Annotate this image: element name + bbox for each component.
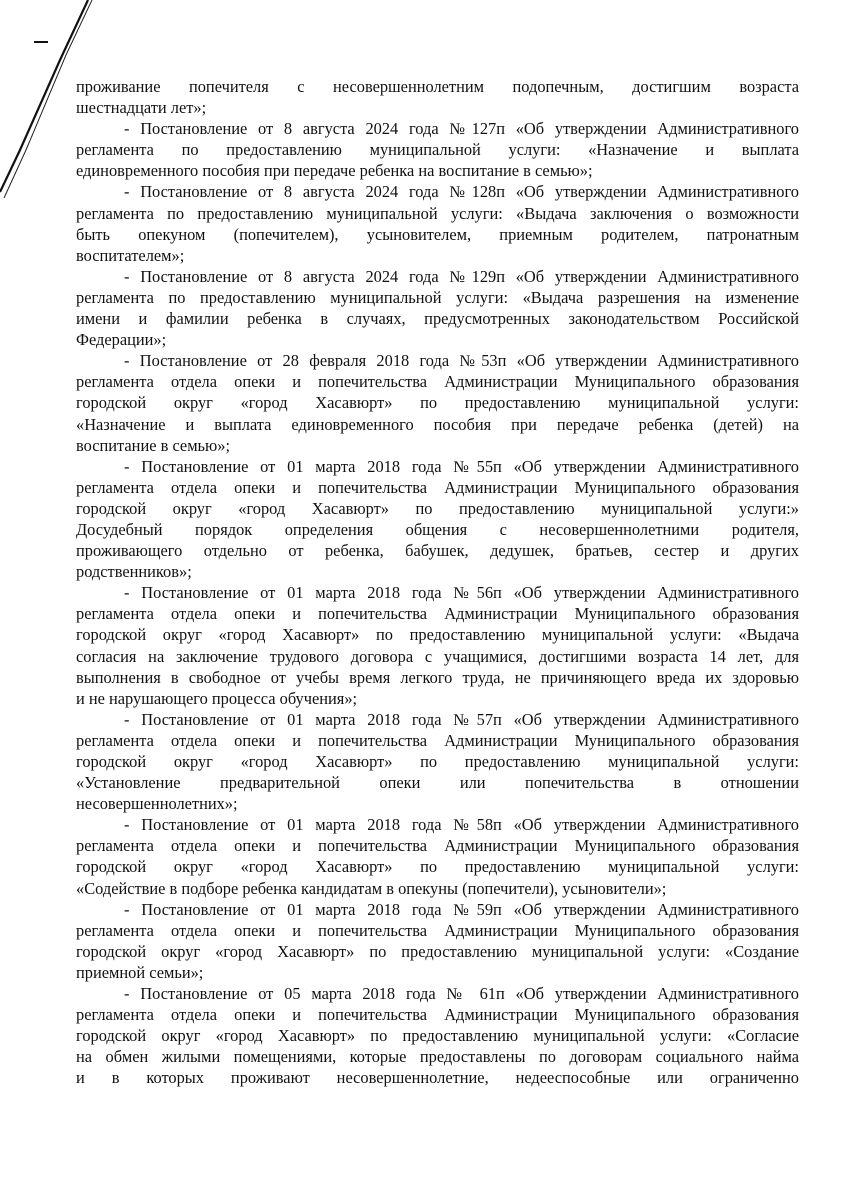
decree-item [76, 181, 799, 265]
text-line: городской округ «город Хасавюрт» по предоставлению муниципальной услуги:» [76, 498, 799, 518]
text-line: - Постановление от 01 марта 2018 года №57п «Об утверждении Административного [124, 709, 799, 729]
text-line: шестнадцати лет»; [76, 98, 207, 118]
continued-paragraph [76, 76, 799, 118]
text-line: несовершеннолетних»; [76, 794, 238, 814]
text-line: - Постановление от 01 марта 2018 года №59п «Об утверждении Административного [124, 899, 799, 919]
decree-item [76, 118, 799, 181]
text-line: проживающего отдельно от ребенка, бабушек, дедушек, братьев, сестер и других [76, 541, 799, 561]
text-line: городской округ «город Хасавюрт» по предоставлению муниципальной услуги: [76, 857, 799, 877]
text-line: - Постановление от 8 августа 2024 года №129п «Об утверждении Административного [124, 266, 799, 286]
text-line: и в которых проживают несовершеннолетние, недееспособные или ограниченно [76, 1068, 799, 1088]
text-line: городской округ «город Хасавюрт» по предоставлению муниципальной услуги: [76, 393, 799, 413]
text-line: - Постановление от 01 марта 2018 года №56п «Об утверждении Административного [124, 583, 799, 603]
text-line: - Постановление от 8 августа 2024 года №128п «Об утверждении Административного [124, 182, 799, 202]
text-line: быть опекуном (попечителем), усыновителем, приемным родителем, патронатным [76, 224, 799, 244]
text-line: «Содействие в подборе ребенка кандидатам в опекуны (попечители), усыновители»; [76, 878, 667, 898]
text-line: регламента отдела опеки и попечительства Администрации Муниципального образования [76, 477, 799, 497]
text-line: Досудебный порядок определения общения с несовершеннолетними родителя, [76, 519, 799, 539]
text-line: - Постановление от 01 марта 2018 года №58п «Об утверждении Административного [124, 815, 799, 835]
decree-item [76, 814, 799, 898]
text-line: выполнения в свободное от учебы время легкого труда, не причиняющего вреда их здоровью [76, 667, 799, 687]
decree-item [76, 266, 799, 350]
decree-item [76, 456, 799, 583]
text-line: единовременного пособия при передаче ребенка на воспитание в семью»; [76, 161, 593, 181]
text-line: на обмен жилыми помещениями, которые предоставлены по договорам социального найма [76, 1047, 799, 1067]
text-line: приемной семьи»; [76, 962, 204, 982]
text-line: родственников»; [76, 562, 192, 582]
text-line: имени и фамилии ребенка в случаях, предусмотренных законодательством Российской [76, 309, 799, 329]
text-line: - Постановление от 28 февраля 2018 года №53п «Об утверждении Административного [124, 351, 799, 371]
text-line: городской округ «город Хасавюрт» по предоставлению муниципальной услуги: [76, 752, 799, 771]
text-line: городской округ «город Хасавюрт» по предоставлению муниципальной услуги: «Создание [76, 941, 799, 961]
decree-item [76, 350, 799, 455]
text-line: регламента отдела опеки и попечительства Администрации Муниципального образования [76, 730, 799, 750]
text-line: Федерации»; [76, 330, 167, 350]
text-line: - Постановление от 8 августа 2024 года №127п «Об утверждении Административного [124, 119, 799, 139]
text-line: регламента отдела опеки и попечительства Администрации Муниципального образования [76, 836, 799, 856]
text-line: регламента по предоставлению муниципальной услуги: «Выдача заключения о возможности [76, 203, 799, 223]
text-line: «Установление предварительной опеки или попечительства в отношении [76, 773, 799, 793]
text-line: регламента по предоставлению муниципальной услуги: «Выдача разрешения на изменение [76, 287, 799, 307]
text-line: - Постановление от 01 марта 2018 года №55п «Об утверждении Административного [124, 456, 799, 476]
text-line: регламента отдела опеки и попечительства Администрации Муниципального образования [76, 372, 799, 392]
text-line: воспитание в семью»; [76, 435, 231, 455]
decree-item [76, 582, 799, 709]
text-line: регламента отдела опеки и попечительства Администрации Муниципального образования [76, 604, 799, 624]
decree-item [76, 983, 799, 1088]
text-line: и не нарушающего процесса обучения»; [76, 688, 358, 708]
text-line: «Назначение и выплата единовременного пособия при передаче ребенка (детей) на [76, 414, 799, 434]
text-line: проживание попечителя с несовершеннолетним подопечным, достигшим возраста [76, 77, 799, 96]
text-line: городской округ «город Хасавюрт» по предоставлению муниципальной услуги: «Выдача [76, 625, 799, 645]
decree-item [76, 899, 799, 983]
text-line: регламента по предоставлению муниципальной услуги: «Назначение и выплата [76, 140, 799, 160]
document-body [76, 76, 799, 1089]
text-line: воспитателем»; [76, 245, 185, 265]
decree-item [76, 709, 799, 814]
text-line: - Постановление от 05 марта 2018 года № 61п «Об утверждении Административного [124, 984, 799, 1004]
text-line: регламента отдела опеки и попечительства Администрации Муниципального образования [76, 1005, 799, 1025]
text-line: городской округ «город Хасавюрт» по предоставлению муниципальной услуги: «Согласие [76, 1026, 799, 1046]
text-line: согласия на заключение трудового договора с учащимися, достигшими возраста 14 лет, для [76, 646, 799, 666]
text-line: регламента отдела опеки и попечительства Администрации Муниципального образования [76, 920, 799, 940]
